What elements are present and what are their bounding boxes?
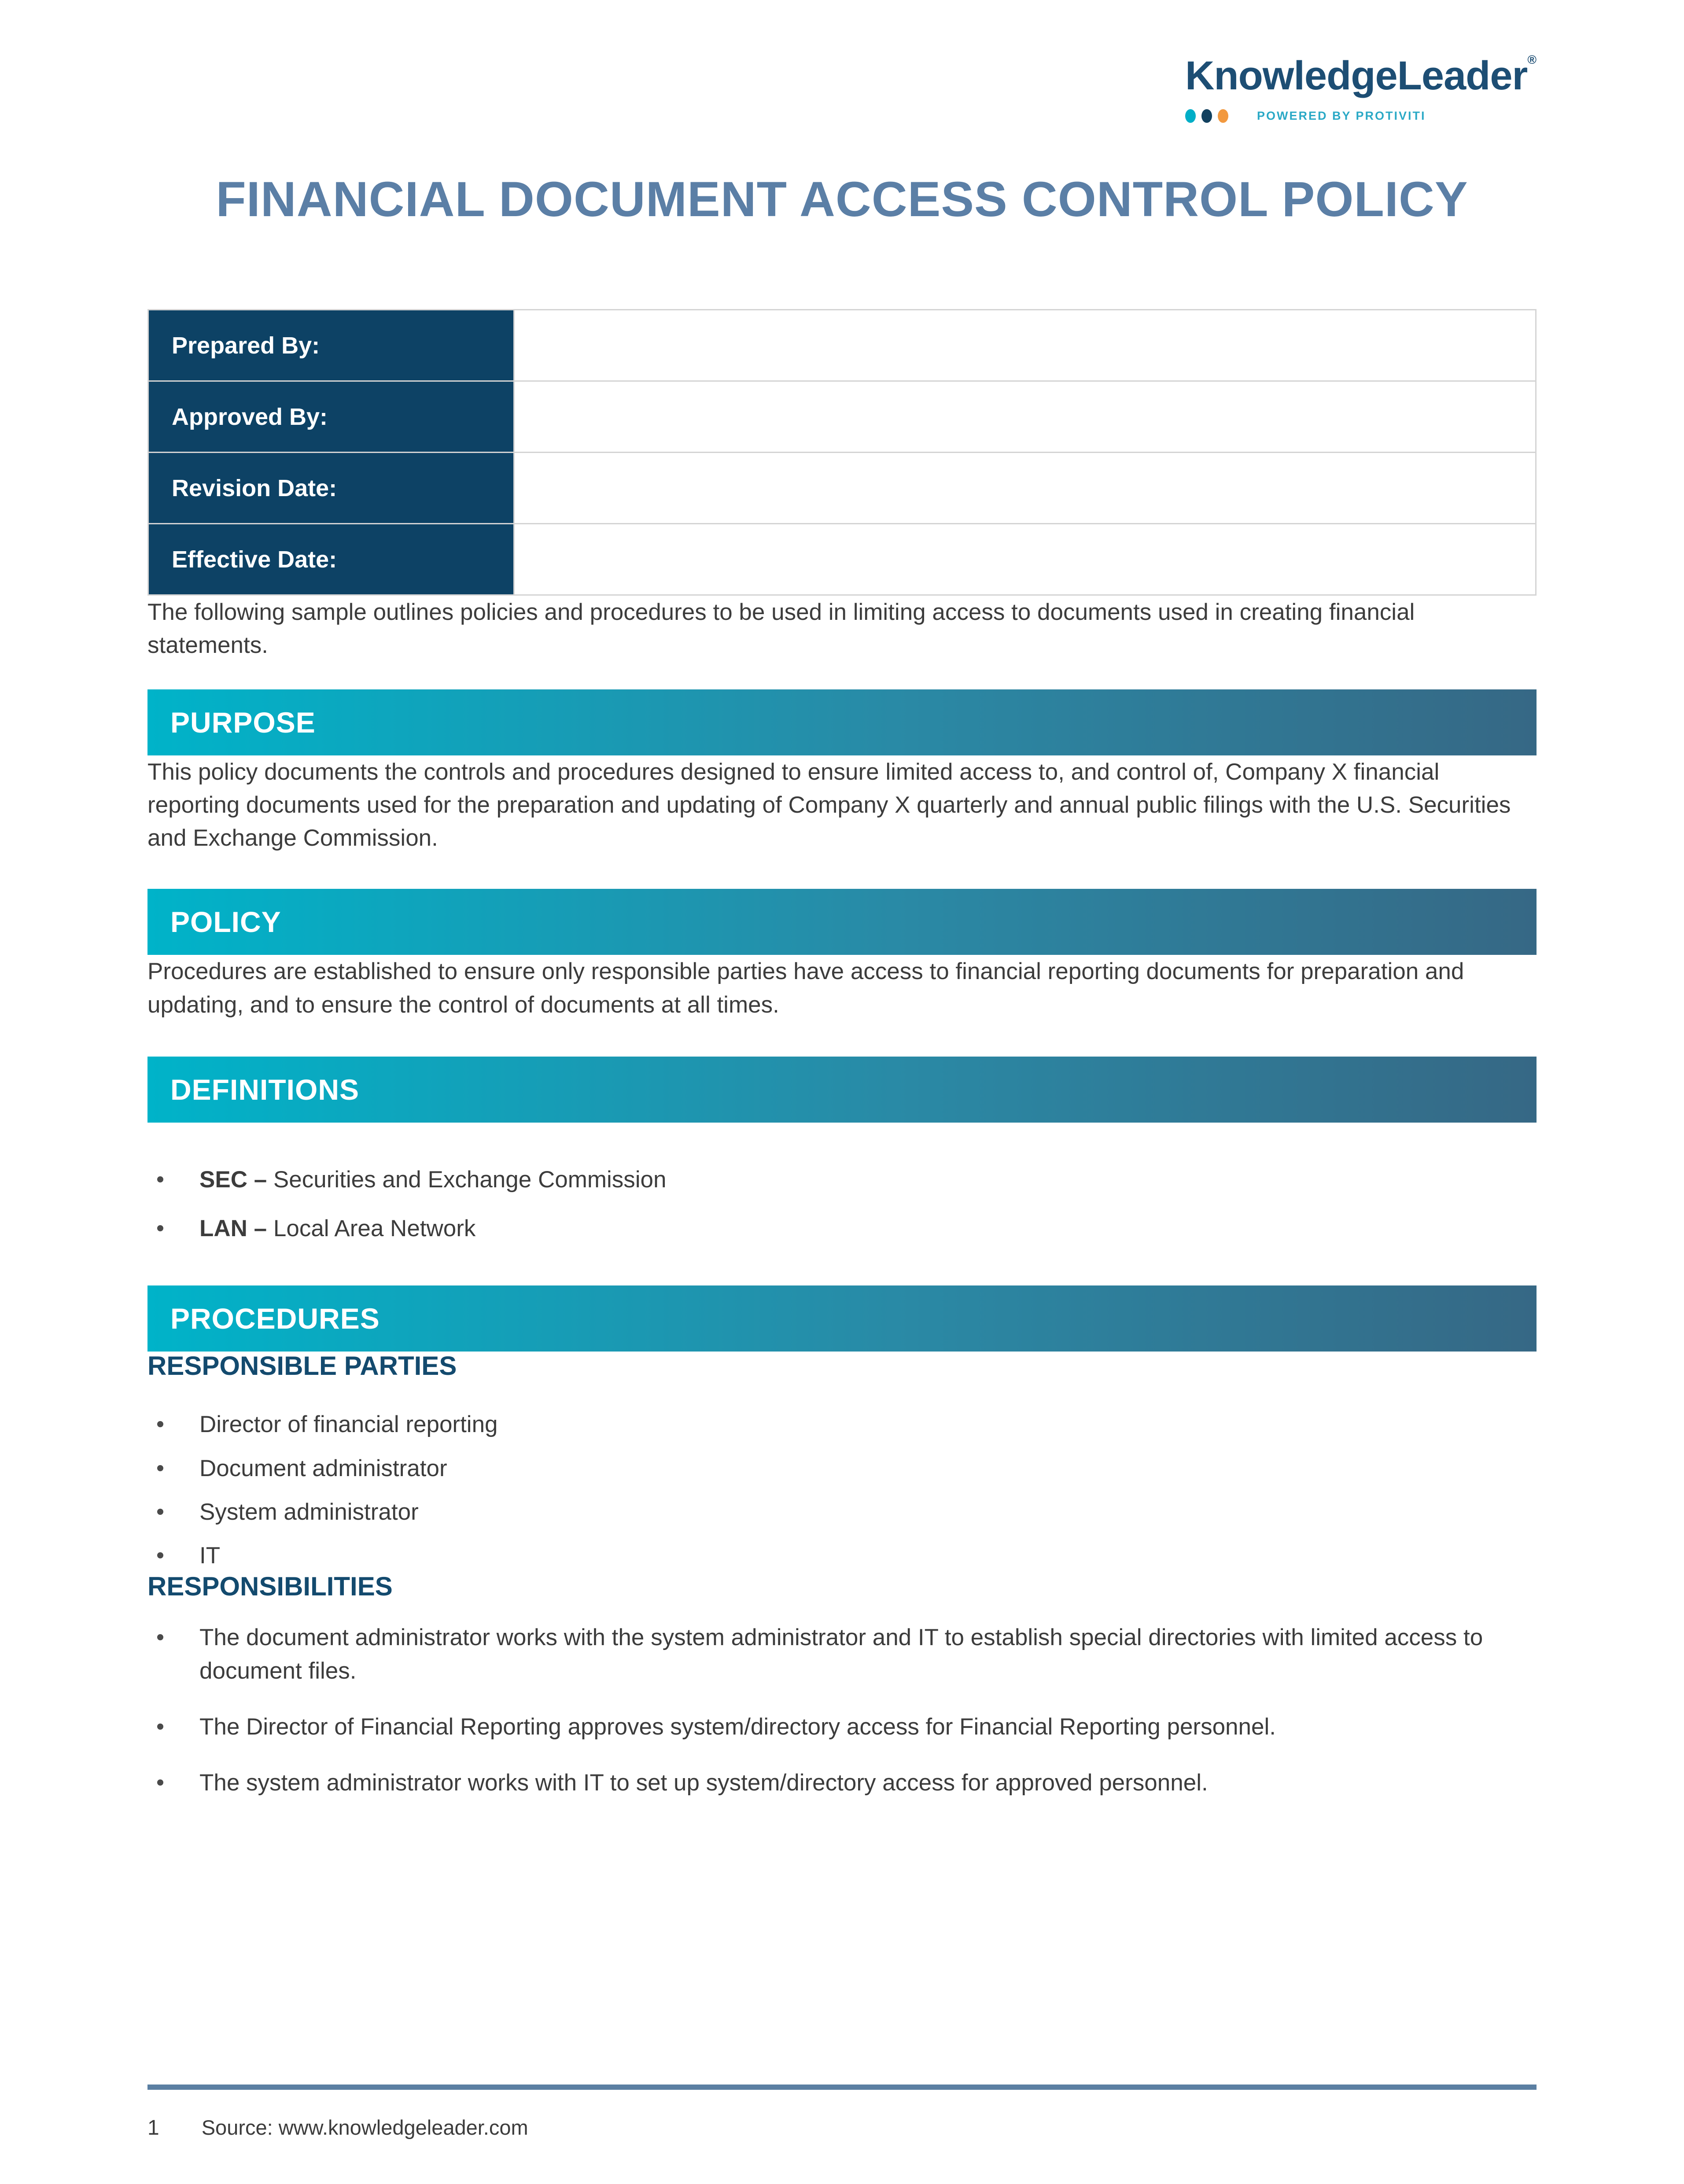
section-header-policy [147, 889, 1537, 955]
meta-value-effective-date [514, 524, 1536, 595]
policy-paragraph: Procedures are established to ensure only responsible parties have access to financial reporting documents for preparation and updating, and to ensure the control of documents at all times. [147, 958, 1464, 1018]
definition-term: SEC – [199, 1166, 267, 1193]
logo-block [1185, 54, 1537, 123]
document-meta-table [147, 309, 1537, 596]
section-header-policy-label: POLICY [170, 906, 281, 939]
page-footer [147, 2085, 1537, 2140]
definition-text: Securities and Exchange Commission [267, 1166, 667, 1193]
table-row [148, 524, 1536, 595]
meta-value-approved-by [514, 381, 1536, 453]
section-header-definitions-label: DEFINITIONS [170, 1073, 360, 1106]
responsibilities-list [147, 1621, 1537, 1799]
meta-value-prepared-by [514, 310, 1536, 381]
section-header-procedures [147, 1285, 1537, 1352]
logo-tagline: POWERED BY PROTIVITI [1257, 109, 1426, 122]
logo-dot-navy-icon [1201, 109, 1212, 123]
table-row [148, 453, 1536, 524]
purpose-paragraph: This policy documents the controls and procedures designed to ensure limited access to, and control of, Company X financial reporting documents used for the preparation and updating of Company X quarterly and annual public filings with the U.S. Securities and Exchange Commission. [147, 759, 1511, 851]
meta-label-approved-by: Approved By: [148, 381, 514, 453]
responsibilities-heading: RESPONSIBILITIES [147, 1572, 393, 1602]
page-number: 1 [147, 2116, 159, 2140]
intro-paragraph: The following sample outlines policies and procedures to be used in limiting access to documents used in creating financial statements. [147, 599, 1415, 659]
logo-dot-orange-icon [1218, 109, 1228, 123]
section-header-definitions [147, 1057, 1537, 1123]
table-row [148, 381, 1536, 453]
logo-dot-teal-icon [1185, 109, 1196, 123]
meta-label-prepared-by: Prepared By: [148, 310, 514, 381]
footer-row [147, 2115, 1537, 2140]
definition-term: LAN – [199, 1215, 267, 1242]
responsible-parties-heading: RESPONSIBLE PARTIES [147, 1351, 457, 1381]
knowledgeleader-logo [147, 54, 1537, 123]
logo-tagline-row [1185, 109, 1537, 123]
registered-trademark-icon: ® [1527, 53, 1537, 66]
meta-value-revision-date [514, 453, 1536, 524]
meta-label-effective-date: Effective Date: [148, 524, 514, 595]
list-item: The system administrator works with IT to set up system/directory access for approved personnel. [147, 1766, 1537, 1799]
list-item: IT [147, 1539, 1537, 1572]
list-item: The document administrator works with the system administrator and IT to establish special directories with limited access to document files. [147, 1621, 1537, 1687]
definitions-list [147, 1163, 1537, 1245]
section-header-purpose [147, 689, 1537, 755]
page-title: FINANCIAL DOCUMENT ACCESS CONTROL POLICY [216, 172, 1468, 227]
logo-brand-text: KnowledgeLeader [1185, 53, 1528, 98]
source-text: Source: www.knowledgeleader.com [201, 2116, 528, 2139]
logo-wordmark [1185, 54, 1537, 96]
list-item-lan [147, 1212, 1537, 1245]
responsible-parties-list [147, 1408, 1537, 1572]
section-header-purpose-label: PURPOSE [170, 706, 316, 739]
list-item: The Director of Financial Reporting approves system/directory access for Financial Reporting personnel. [147, 1710, 1537, 1743]
section-header-procedures-label: PROCEDURES [170, 1302, 380, 1335]
meta-label-revision-date: Revision Date: [148, 453, 514, 524]
definition-text: Local Area Network [267, 1215, 476, 1242]
list-item: Director of financial reporting [147, 1408, 1537, 1441]
list-item: System administrator [147, 1495, 1537, 1528]
footer-divider [147, 2085, 1537, 2090]
document-content [0, 54, 1684, 1799]
table-row [148, 310, 1536, 381]
list-item: Document administrator [147, 1452, 1537, 1485]
list-item-sec [147, 1163, 1537, 1196]
